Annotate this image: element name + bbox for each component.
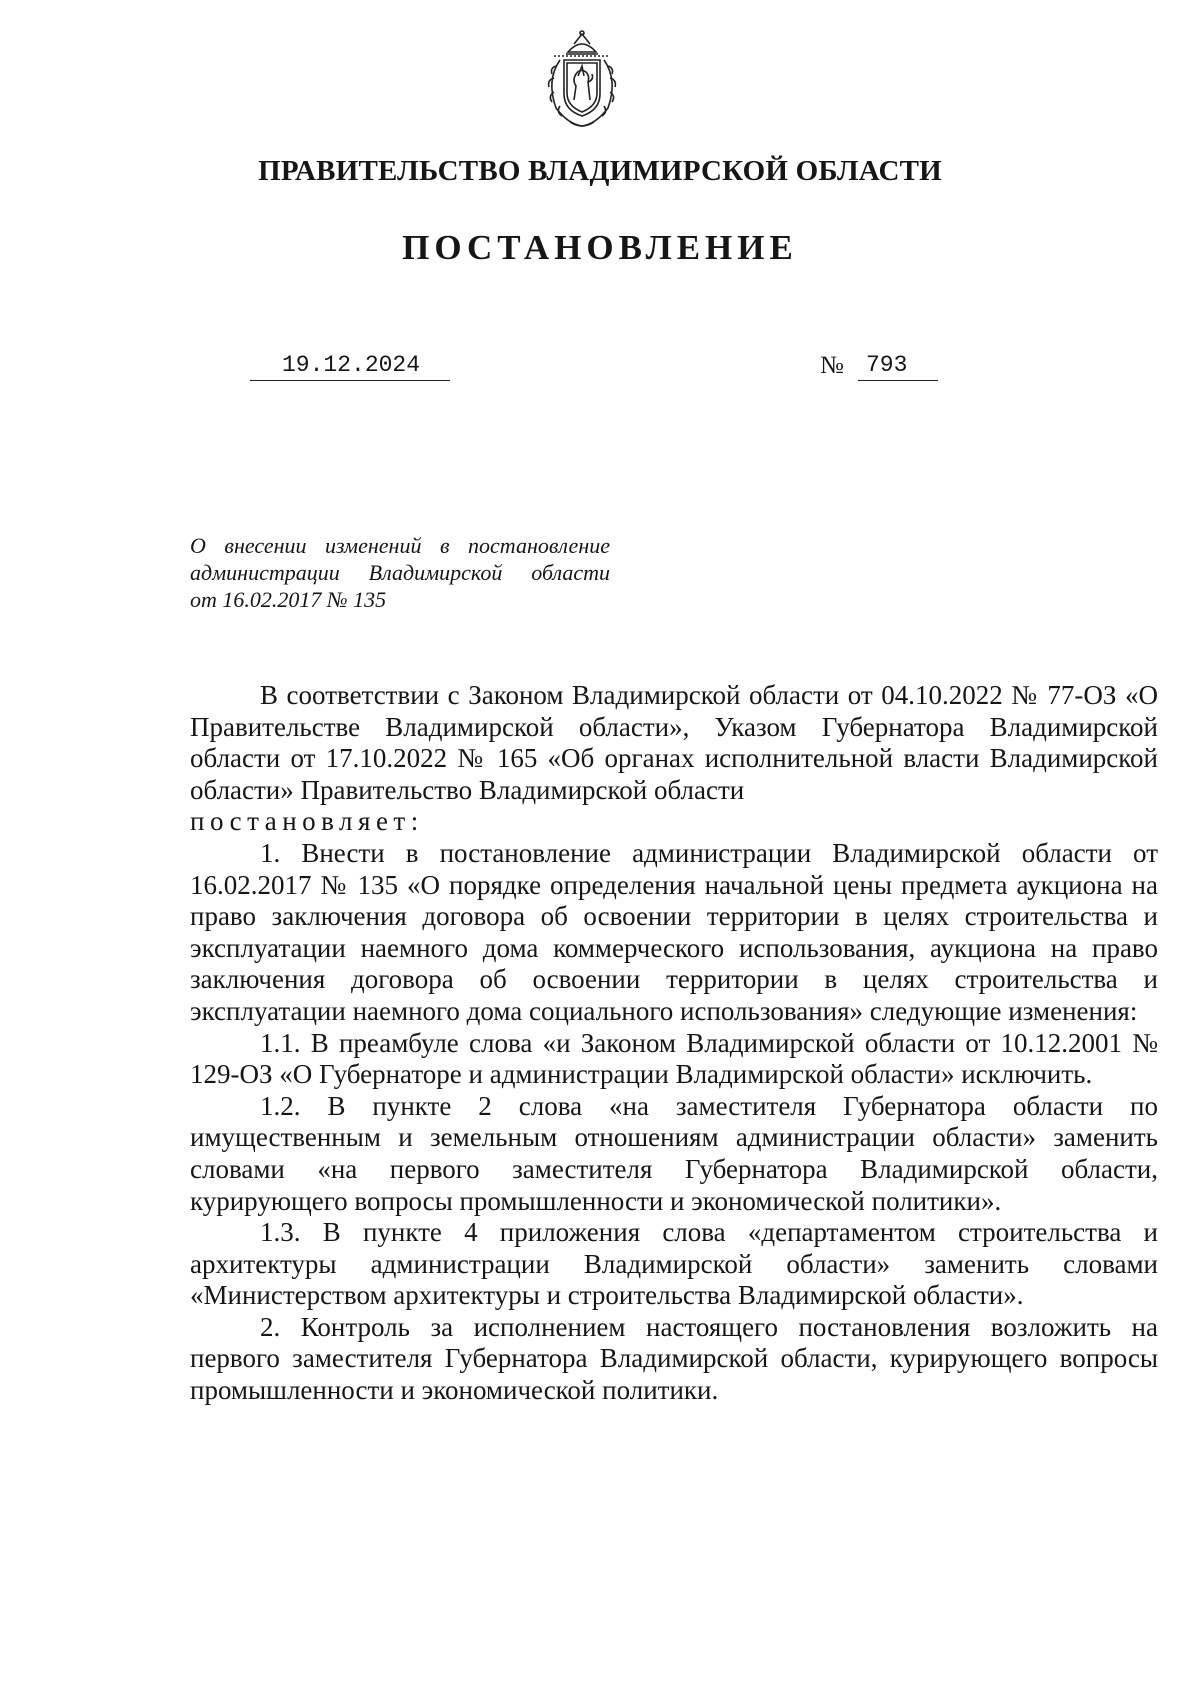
document-body [190,680,1158,1407]
item-1-paragraph: 1. Внести в постановление администрации Владимирской области от 16.02.2017 № 135 «О порядке определения начальной цены предмета аукциона на право заключения договора об освоении территории в целях строительства и эксплуатации наемного дома коммерческого использования, аукциона на право заключения договора об освоении территории в целях строительства и эксплуатации наемного дома социального использования» следующие изменения: [190,837,1158,1026]
item-1-1-paragraph: 1.1. В преамбуле слова «и Законом Владимирской области от 10.12.2001 № 129-ОЗ «О Губернаторе и администрации Владимирской области» исключить. [190,1027,1158,1090]
preamble-paragraph [190,680,1158,806]
preamble-text: В соответствии с Законом Владимирской области от 04.10.2022 № 77-ОЗ «О Правительстве Владимирской области», Указом Губернатора Владимирской области от 17.10.2022 № 165 «Об органах исполнительной власти Владимирской области» Правительство Владимирской области [190,680,1158,805]
decree-word-paragraph [190,806,1158,838]
item-1-3-paragraph: 1.3. В пункте 4 приложения слова «департаментом строительства и архитектуры администрации Владимирской области» заменить словами «Министерством архитектуры и строительства Владимирской области». [190,1217,1158,1311]
document-date: 19.12.2024 [282,352,421,378]
subject-line: администрации Владимирской области [190,560,610,585]
number-sign: № [820,352,844,379]
document-type-title: ПОСТАНОВЛЕНИЕ [402,228,798,267]
vladimir-region-coat-of-arms-icon [534,30,630,130]
decree-word: постановляет: [190,806,424,837]
subject-line: О внесении изменений в постановление [190,533,610,558]
organization-title: ПРАВИТЕЛЬСТВО ВЛАДИМИРСКОЙ ОБЛАСТИ [258,155,942,187]
subject-line: от 16.02.2017 № 135 [190,587,387,612]
document-date-field [250,352,450,381]
document-number-field [820,352,980,380]
item-1-2-paragraph: 1.2. В пункте 2 слова «на заместителя Губернатора области по имущественным и земельным отношениям администрации области» заменить словами «на первого заместителя Губернатора Владимирской области, курирующего вопросы промышленности и экономической политики». [190,1090,1158,1216]
document-number: 793 [866,352,908,378]
number-underline [858,352,938,381]
document-subject [190,532,610,613]
item-2-paragraph: 2. Контроль за исполнением настоящего постановления возложить на первого заместителя Губернатора Владимирской области, курирующего вопросы промышленности и экономической политики. [190,1311,1158,1406]
